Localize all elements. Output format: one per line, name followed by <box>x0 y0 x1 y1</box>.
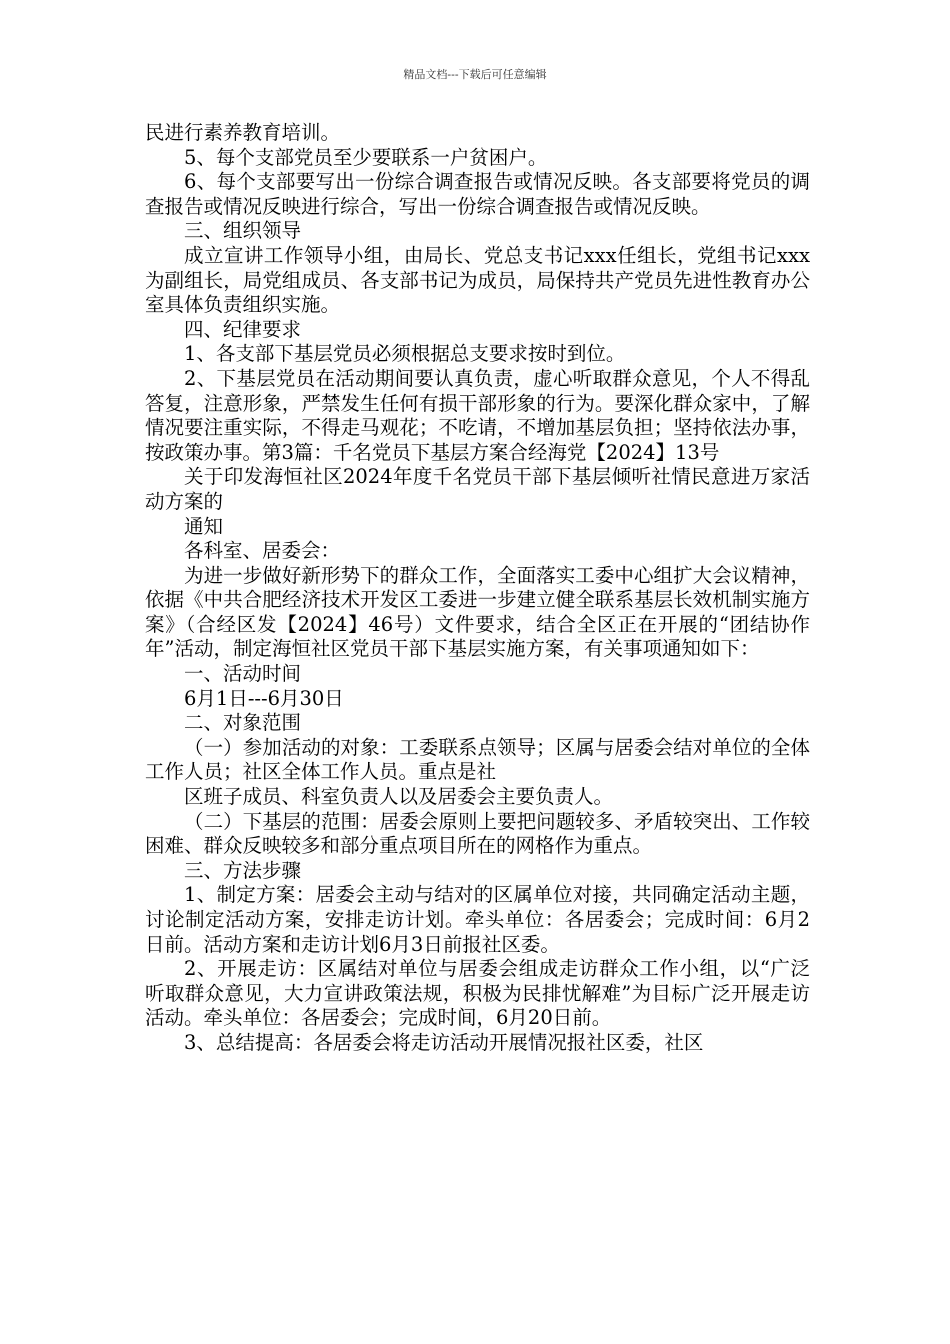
document-body <box>145 121 810 1056</box>
paragraph: 三、组织领导 <box>184 219 302 243</box>
paragraph: 四、纪律要求 <box>184 317 302 341</box>
paragraph: 2、下基层党员在活动期间要认真负责，虚心听取群众意见，个人不得乱答复，注意形象，严禁发生任何有损干部形象的行为。要深化群众家中，了解情况要注重实际，不得走马观花；不吃请，不增加基层负担；坚持依法办事，按政策办事。第3篇：千名党员下基层方案合经海党【2024】13号 <box>145 366 810 464</box>
paragraph: （一）参加活动的对象：工委联系点领导；区属与居委会结对单位的全体工作人员；社区全体工作人员。重点是社 <box>145 735 810 784</box>
paragraph: 三、方法步骤 <box>184 858 302 882</box>
paragraph: 6月1日---6月30日 <box>184 686 344 710</box>
paragraph: 民进行素养教育培训。 <box>145 121 341 144</box>
paragraph: 1、各支部下基层党员必须根据总支要求按时到位。 <box>184 342 626 366</box>
paragraph: 各科室、居委会： <box>184 539 341 563</box>
paragraph: 1、制定方案：居委会主动与结对的区属单位对接，共同确定活动主题，讨论制定活动方案，安排走访计划。牵头单位：各居委会；完成时间：6月2日前。活动方案和走访计划6月3日前报社区委。 <box>145 883 810 956</box>
paragraph: （二）下基层的范围：居委会原则上要把问题较多、矛盾较突出、工作较困难、群众反映较多和部分重点项目所在的网格作为重点。 <box>145 809 810 858</box>
paragraph: 一、活动时间 <box>184 662 302 686</box>
paragraph: 5、每个支部党员至少要联系一户贫困户。 <box>184 145 548 169</box>
paragraph: 二、对象范围 <box>184 711 302 735</box>
paragraph: 3、总结提高：各居委会将走访活动开展情况报社区委，社区 <box>184 1030 704 1054</box>
page-header: 精品文档---下载后可任意编辑 <box>403 68 547 81</box>
paragraph: 6、每个支部要写出一份综合调查报告或情况反映。各支部要将党员的调查报告或情况反映进行综合，写出一份综合调查报告或情况反映。 <box>145 170 810 218</box>
paragraph: 通知 <box>184 514 224 538</box>
paragraph: 为进一步做好新形势下的群众工作，全面落实工委中心组扩大会议精神，依据《中共合肥经济技术开发区工委进一步建立健全联系基层长效机制实施方案》（合经区发【2024】46号）文件要求，结合全区正在开展的“团结协作年”活动，制定海恒社区党员干部下基层实施方案，有关事项通知如下： <box>145 563 810 661</box>
paragraph: 2、开展走访：区属结对单位与居委会组成走访群众工作小组，以“广泛听取群众意见，大力宣讲政策法规，积极为民排忧解难”为目标广泛开展走访活动。牵头单位：各居委会；完成时间，6月20日前。 <box>145 957 810 1030</box>
paragraph: 成立宣讲工作领导小组，由局长、党总支书记xxx任组长，党组书记xxx为副组长，局党组成员、各支部书记为成员，局保持共产党员先进性教育办公室具体负责组织实施。 <box>145 243 810 317</box>
paragraph: 关于印发海恒社区2024年度千名党员干部下基层倾听社情民意进万家活动方案的 <box>145 465 810 513</box>
paragraph: 区班子成员、科室负责人以及居委会主要负责人。 <box>184 785 614 809</box>
